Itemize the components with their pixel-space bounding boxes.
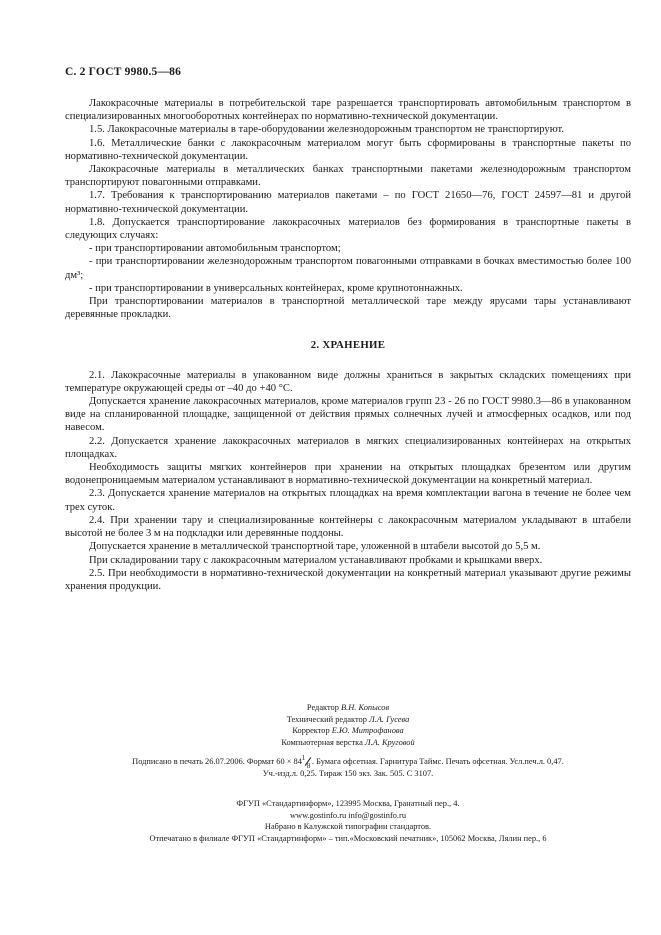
printed-info: Отпечатано в филиале ФГУП «Стандартинформ» – тип.«Московский печатник», 105062 Москва, Лялин пер., 6 <box>149 833 547 843</box>
paragraph: 2.5. При необходимости в нормативно-технической документации на конкретный материал указывают другие режимы хранения продукции. <box>65 567 631 592</box>
paragraph: 1.8. Допускается транспортирование лакокрасочных материалов без формирования в транспортные пакеты в следующих случаях: <box>65 216 631 242</box>
fraction-one-eighth <box>302 757 312 767</box>
paragraph: При транспортировании материалов в транспортной металлической таре между ярусами тары устанавливают деревянные прокладки. <box>65 296 631 321</box>
paragraph: 2.1. Лакокрасочные материалы в упакованном виде должны храниться в закрытых складских помещениях при температуре окружающей среды от –40 до +40 °С. <box>65 369 631 394</box>
list-item: - при транспортировании в универсальных контейнерах, кроме крупнотоннажных. <box>89 282 463 294</box>
credit-layout <box>65 737 631 749</box>
credit-role: Компьютерная верстка <box>281 737 363 747</box>
paragraph: Необходимость защиты мягких контейнеров при хранении на открытых площадках брезентом или другим водонепроницаемым материалом устанавливают в нормативно-технической документации на конкретный материал. <box>65 462 631 487</box>
credit-corrector <box>65 725 631 737</box>
paragraph: Допускается хранение в металлической транспортной таре, уложенной в штабели высотой до 5,5 м. <box>89 541 541 553</box>
list-item: - при транспортировании автомобильным транспортом; <box>89 243 341 255</box>
paragraph: 2.4. При хранении тару и специализированные контейнеры с лакокрасочным материалом укладывают в штабели высотой не более 3 м на подкладки или деревянные поддоны. <box>65 514 631 540</box>
paragraph: 1.7. Требования к транспортированию материалов пакетами – по ГОСТ 21650—76, ГОСТ 24597—81 и другой нормативно-технической документации. <box>65 190 631 215</box>
paragraph: 1.6. Металлические банки с лакокрасочным материалом могут быть сформированы в транспортные пакеты по нормативно-технической документации. <box>65 137 631 162</box>
credit-name: Е.Ю. Митрофанова <box>331 726 404 736</box>
credit-role: Корректор <box>292 726 330 736</box>
page-header: С. 2 ГОСТ 9980.5—86 <box>65 66 182 78</box>
paragraph: Допускается хранение лакокрасочных материалов, кроме материалов групп 23 - 26 по ГОСТ 9980.3—86 в упакованном виде на спланированной площадке, защищенной от действия прямых солнечных лучей и атмосферных осадков, или под навесом. <box>65 396 631 434</box>
print-info <box>65 756 631 779</box>
staff-credits <box>65 702 631 748</box>
credit-tech-editor <box>65 714 631 726</box>
paragraph: При складировании тару с лакокрасочным материалом устанавливают пробками и крышками вверх. <box>89 554 543 566</box>
paragraph: Лакокрасочные материалы в металлических банках транспортными пакетами железнодорожным транспортом транспортируют повагонными отправками. <box>65 164 631 189</box>
paragraph: Лакокрасочные материалы в потребительской таре разрешается транспортировать автомобильным транспортом в специализированных многооборотных контейнерах по нормативно-технической документации. <box>65 98 631 123</box>
publisher-web: www.gostinfo.ru info@gostinfo.ru <box>289 810 407 820</box>
publisher-address: ФГУП «Стандартинформ», 123995 Москва, Гранатный пер., 4. <box>236 799 460 808</box>
list-item: - при транспортировании железнодорожным транспортом повагонными отправками в бочках вместимостью более 100 дм³; <box>65 256 631 281</box>
credit-name: Л.А. Круговой <box>364 737 415 747</box>
credit-editor <box>65 702 631 714</box>
credit-name: Л.А. Гусева <box>369 714 410 724</box>
print-line-1 <box>65 756 631 768</box>
section-title: 2. ХРАНЕНИЕ <box>310 339 386 352</box>
credit-role: Технический редактор <box>286 714 367 724</box>
print-format: Подписано в печать 26.07.2006. Формат 60 × 84 <box>132 757 302 766</box>
paragraph: 2.3. Допускается хранение материалов на открытых площадках на время комплектации вагона в течение не более чем трех суток. <box>65 488 631 513</box>
print-details: . Бумага офсетная. Гарнитура Таймс. Печать офсетная. Усл.печ.л. 0,47. <box>311 757 564 766</box>
credit-name: В.Н. Копысов <box>341 703 390 712</box>
paragraph: 1.5. Лакокрасочные материалы в таре-оборудовании железнодорожным транспортом не транспортируют. <box>89 124 564 136</box>
typeset-info: Набрано в Калужской типографии стандартов. <box>264 822 432 832</box>
paragraph: 2.2. Допускается хранение лакокрасочных материалов в мягких специализированных контейнерах на открытых площадках. <box>65 435 631 460</box>
print-line-2: Уч.-изд.л. 0,25. Тираж 150 экз. Зак. 505. С 3107. <box>262 768 434 778</box>
publisher-info <box>65 798 631 844</box>
credit-role: Редактор <box>306 703 339 712</box>
document-body <box>65 97 631 593</box>
